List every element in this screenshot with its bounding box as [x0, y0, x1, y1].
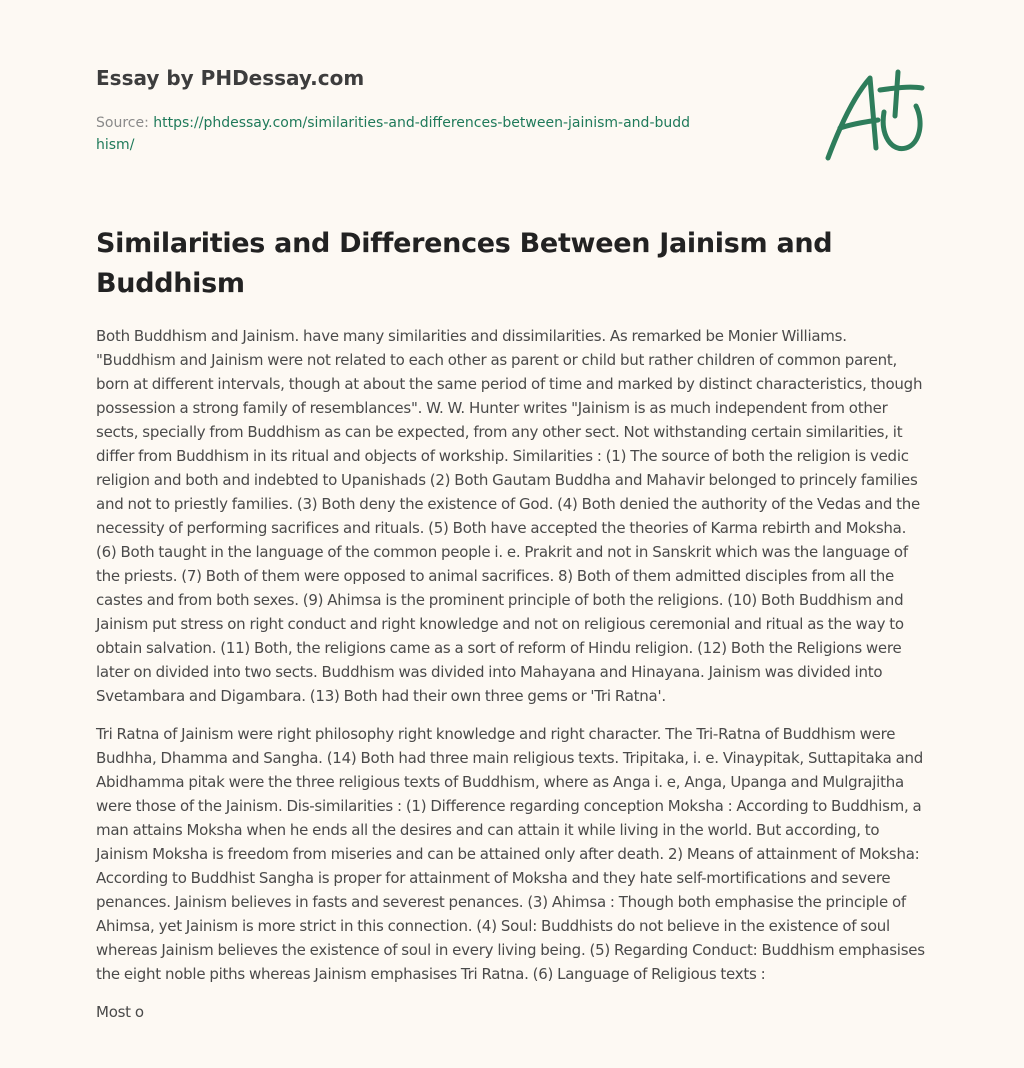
source-line [96, 112, 696, 156]
article-body [96, 324, 928, 1038]
page-header [96, 64, 736, 156]
article-paragraph: Both Buddhism and Jainism. have many similarities and dissimilarities. As remarked be Monier Williams. "Buddhism and Jainism were not related to each other as parent or child but rather children of common parent, born at different intervals, though at about the same period of time and marked by distinct characteristics, though possession a strong family of resemblances". W. W. Hunter writes "Jainism is as much independent from other sects, specially from Buddhism as can be expected, from any other sect. Not withstanding certain similarities, it differ from Buddhism in its ritual and objects of workship. Similarities : (1) The source of both the religion is vedic religion and both and indebted to Upanishads (2) Both Gautam Buddha and Mahavir belonged to princely families and not to priestly families. (3) Both deny the existence of God. (4) Both denied the authority of the Vedas and the necessity of performing sacrifices and rituals. (5) Both have accepted the theories of Karma rebirth and Moksha. (6) Both taught in the language of the common people i. e. Prakrit and not in Sanskrit which was the language of the priests. (7) Both of them were opposed to animal sacrifices. 8) Both of them admitted disciples from all the castes and from both sexes. (9) Ahimsa is the prominent principle of both the religions. (10) Both Buddhism and Jainism put stress on right conduct and right knowledge and not on religious ceremonial and ritual as the way to obtain salvation. (11) Both, the religions came as a sort of reform of Hindu religion. (12) Both the Religions were later on divided into two sects. Buddhism was divided into Mahayana and Hinayana. Jainism was divided into Svetambara and Digambara. (13) Both had their own three gems or 'Tri Ratna'. [96, 327, 923, 705]
source-link[interactable]: https://phdessay.com/similarities-and-differences-between-jainism-and-buddhism/ [96, 115, 691, 153]
a-plus-logo-icon [818, 66, 930, 166]
article-paragraph: Most o [96, 1003, 144, 1021]
source-label: Source: [96, 115, 154, 131]
site-title: Essay by PHDessay.com [96, 66, 365, 90]
article-title: Similarities and Differences Between Jainism and Buddhism [96, 228, 833, 299]
article-paragraph: Tri Ratna of Jainism were right philosophy right knowledge and right character. The Tri-Ratna of Buddhism were Budhha, Dhamma and Sangha. (14) Both had three main religious texts. Tripitaka, i. e. Vinaypitak, Suttapitaka and Abidhamma pitak were the three religious texts of Buddhism, where as Anga i. e, Anga, Upanga and Mulgrajitha were those of the Jainism. Dis-similarities : (1) Difference regarding conception Moksha : According to Buddhism, a man attains Moksha when he ends all the desires and can attain it while living in the world. But according, to Jainism Moksha is freedom from miseries and can be attained only after death. 2) Means of attainment of Moksha: According to Buddhist Sangha is proper for attainment of Moksha and they hate self-mortifications and severe penances. Jainism believes in fasts and severest penances. (3) Ahimsa : Though both emphasise the principle of Ahimsa, yet Jainism is more strict in this connection. (4) Soul: Buddhists do not believe in the existence of soul whereas Jainism believes the existence of soul in every living being. (5) Regarding Conduct: Buddhism emphasises the eight noble piths whereas Jainism emphasises Tri Ratna. (6) Language of Religious texts : [96, 725, 925, 983]
